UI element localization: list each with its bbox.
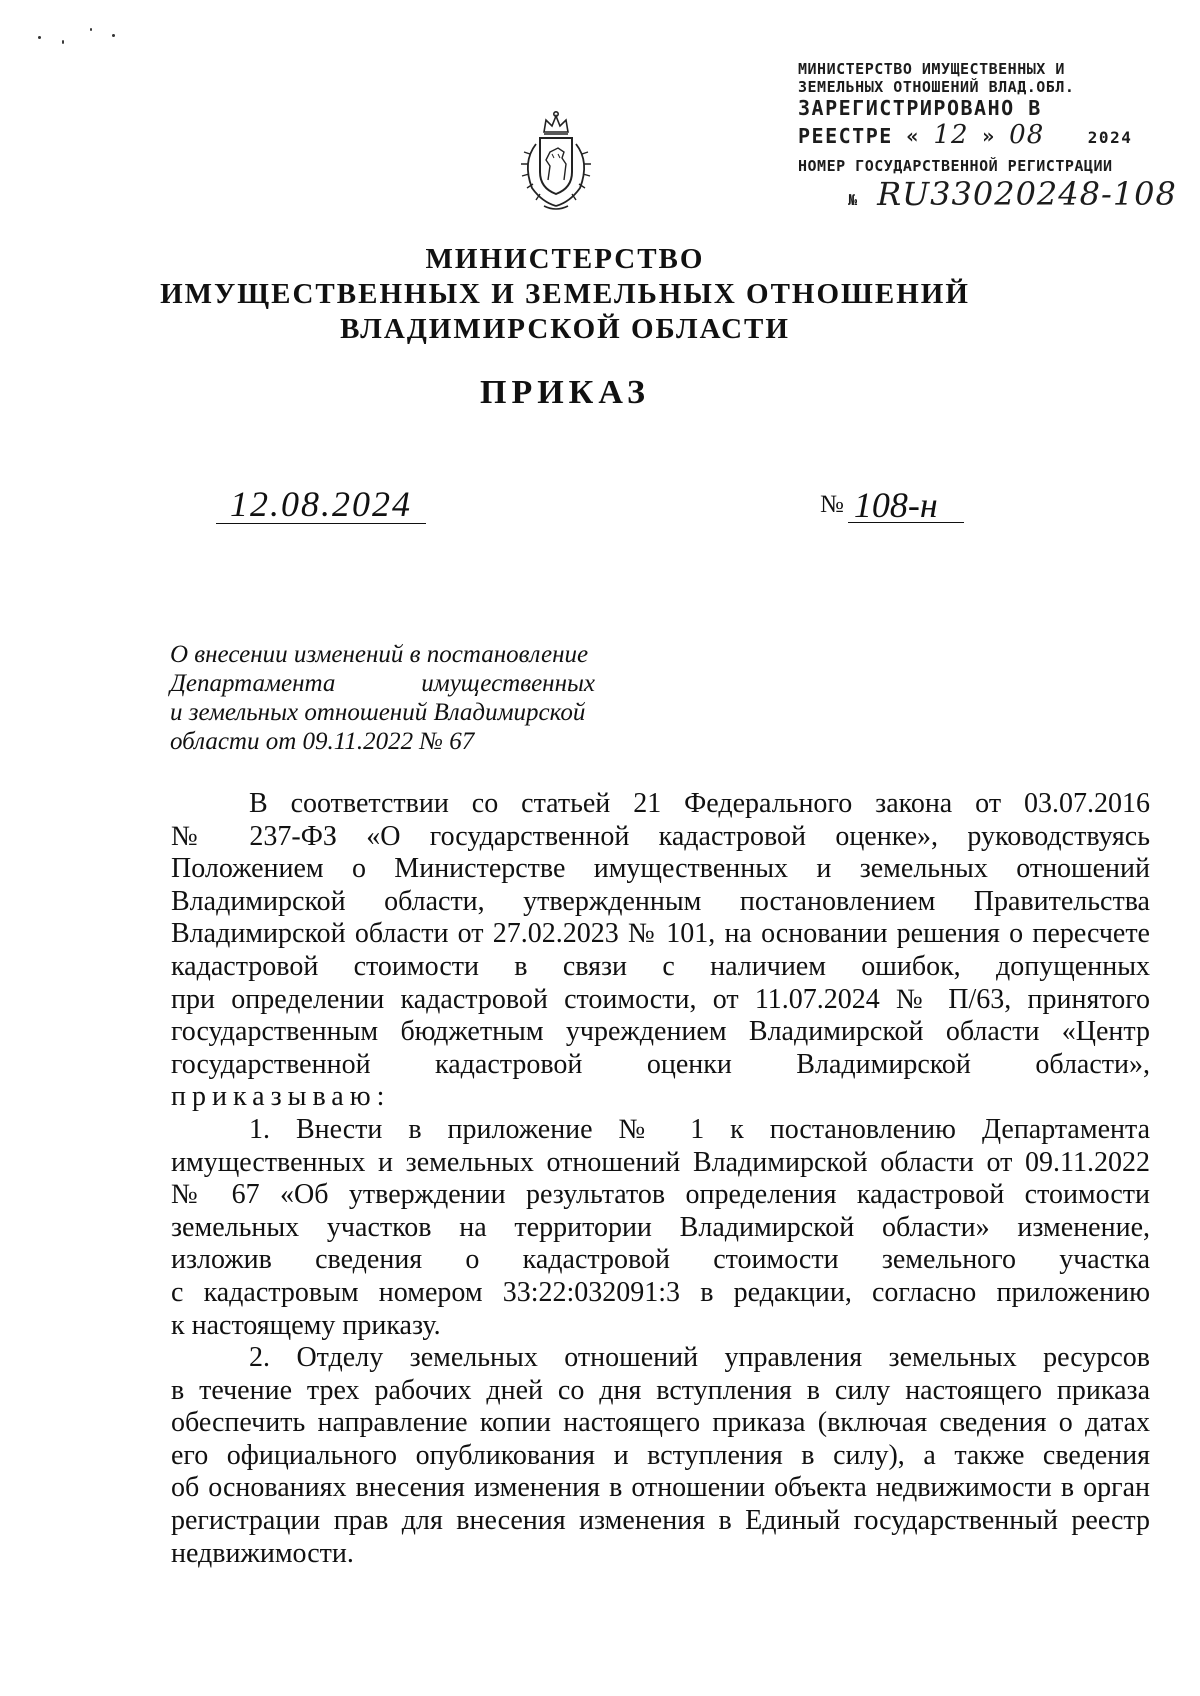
subject-line: области от 09.11.2022 № 67: [170, 728, 475, 755]
body-line: регистрации прав для внесения изменения в Единый государственный реестр: [171, 1505, 1150, 1537]
stamp-reestr-line: [798, 120, 1170, 151]
body-line: № 67 «Об утверждении результатов определения кадастровой стоимости: [171, 1179, 1150, 1211]
body-line: с кадастровым номером 33:22:032091:3 в редакции, согласно приложению: [171, 1276, 1150, 1308]
body-line: об основаниях внесения изменения в отношении объекта недвижимости в орган: [171, 1472, 1150, 1504]
stamp-regnum-label: НОМЕР ГОСУДАРСТВЕННОЙ РЕГИСТРАЦИИ: [798, 157, 1113, 176]
stamp-reestr-day: 12: [933, 120, 969, 150]
vladimir-oblast-coat-of-arms-icon: [514, 110, 598, 214]
body-line: в течение трех рабочих дней со дня вступления в силу настоящего приказа: [171, 1374, 1150, 1406]
body-line: № 237-ФЗ «О государственной кадастровой оценке», руководствуясь: [171, 820, 1150, 852]
stamp-regnum-line: [798, 175, 1177, 214]
stamp-ministry-line-2: ЗЕМЕЛЬНЫХ ОТНОШЕНИЙ ВЛАД.ОБЛ.: [798, 78, 1075, 96]
paragraph-item-1: [171, 1114, 1150, 1342]
scan-speck: [90, 28, 92, 31]
body-line: 1. Внести в приложение № 1 к постановлению Департамента: [249, 1113, 1150, 1145]
body-line: государственной кадастровой оценки Владимирской области»,: [171, 1048, 1150, 1080]
scan-speck: [112, 34, 115, 37]
body-line: земельных участков на территории Владимирской области» изменение,: [171, 1211, 1150, 1243]
subject-line: О внесении изменений в постановление: [170, 641, 589, 668]
body-line: его официального опубликования и вступления в силу), а также сведения: [171, 1439, 1150, 1471]
subject-line: и земельных отношений Владимирской: [170, 699, 586, 726]
paragraph-preamble: [171, 788, 1150, 1114]
order-number-field: [820, 487, 964, 523]
body-line: Владимирской области от 27.02.2023 № 101, на основании решения о пересчете: [171, 918, 1150, 950]
ministry-name: [120, 242, 1010, 347]
order-number-sign: №: [820, 491, 844, 518]
stamp-regnum-value: RU33020248-108: [877, 175, 1177, 214]
body-line: 2. Отделу земельных отношений управления земельных ресурсов: [249, 1342, 1150, 1374]
body-line: при определении кадастровой стоимости, от 11.07.2024 № П/63, принятого: [171, 983, 1150, 1015]
scan-speck: [38, 36, 41, 39]
body-line: Положением о Министерстве имущественных и земельных отношений: [171, 853, 1150, 885]
order-date-field: [216, 484, 426, 524]
body-line: к настоящему приказу.: [171, 1309, 441, 1341]
paragraph-item-2: [171, 1342, 1150, 1570]
body-line: Владимирской области, утвержденным постановлением Правительства: [171, 885, 1150, 917]
document-type-title: ПРИКАЗ: [480, 374, 650, 411]
stamp-reestr-quote: »: [982, 124, 996, 148]
stamp-reestr-year: 2024: [1087, 128, 1133, 147]
stamp-ministry-line: МИНИСТЕРСТВО ИМУЩЕСТВЕННЫХ И: [798, 60, 1065, 78]
stamp-regnum-prefix: №: [848, 191, 858, 210]
order-subject: [170, 640, 595, 756]
scan-speck: [62, 40, 64, 44]
body-line: В соответствии со статьей 21 Федерального закона от 03.07.2016: [249, 788, 1150, 819]
body-line: государственным бюджетным учреждением Владимирской области «Центр: [171, 1016, 1150, 1048]
subject-line: Департамента имущественных: [170, 670, 595, 697]
order-number: 108-н: [848, 488, 964, 523]
ministry-name-line: ИМУЩЕСТВЕННЫХ И ЗЕМЕЛЬНЫХ ОТНОШЕНИЙ: [160, 278, 970, 310]
body-line: кадастровой стоимости в связи с наличием ошибок, допущенных: [171, 950, 1150, 982]
body-line-order-word: приказываю:: [171, 1081, 391, 1113]
ministry-name-line: ВЛАДИМИРСКОЙ ОБЛАСТИ: [340, 313, 790, 345]
body-line: изложив сведения о кадастровой стоимости земельного участка: [171, 1244, 1150, 1276]
order-date: 12.08.2024: [230, 484, 412, 524]
body-line: обеспечить направление копии настоящего приказа (включая сведения о датах: [171, 1407, 1150, 1439]
stamp-reestr-month: 08: [1009, 120, 1045, 150]
registration-stamp: [798, 60, 1177, 214]
stamp-registered-label: ЗАРЕГИСТРИРОВАНО В: [798, 96, 1042, 120]
stamp-reestr-label: РЕЕСТРЕ «: [798, 124, 920, 148]
ministry-name-line: МИНИСТЕРСТВО: [425, 243, 705, 275]
body-line: недвижимости.: [171, 1537, 354, 1569]
order-body: [171, 788, 1150, 1570]
body-line: имущественных и земельных отношений Владимирской области от 09.11.2022: [171, 1146, 1150, 1178]
